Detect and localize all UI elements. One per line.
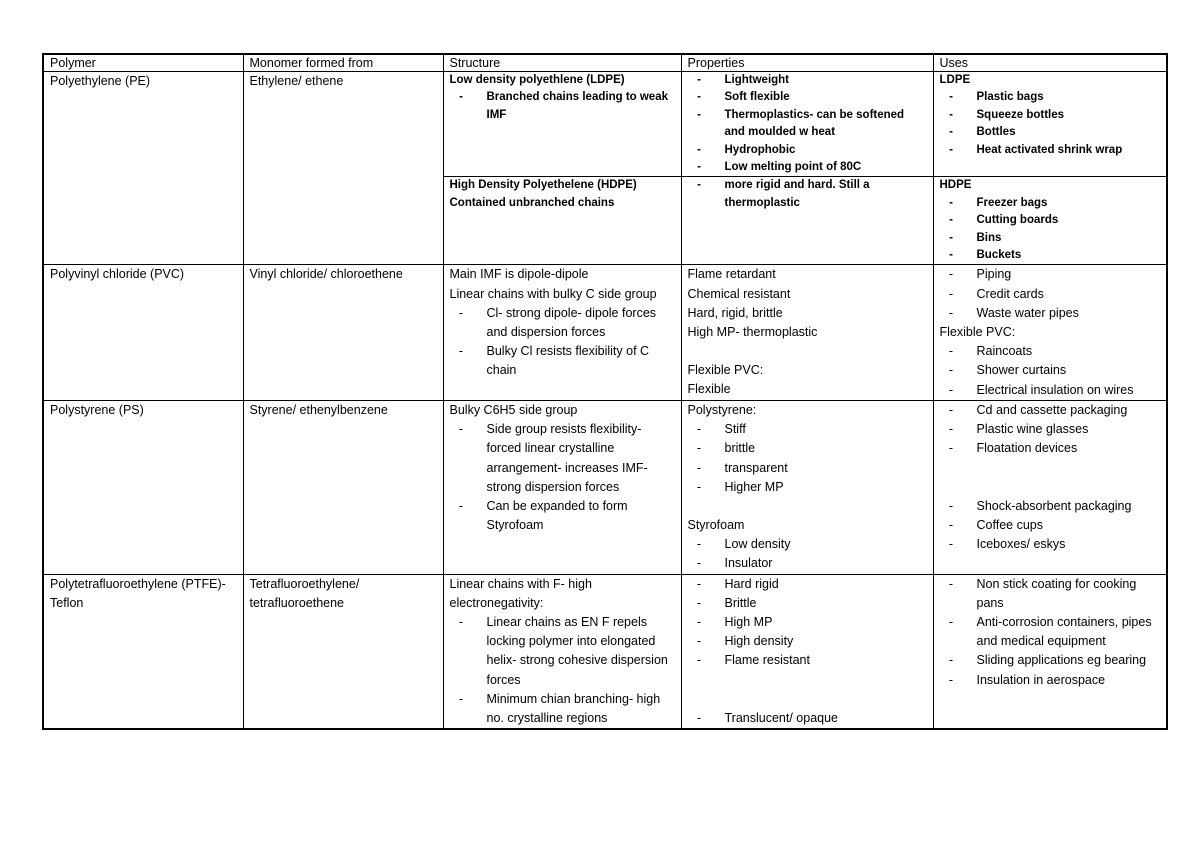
list-item — [688, 72, 928, 89]
ldpe-use: Bottles — [976, 126, 1016, 139]
bullet-dash: - — [948, 363, 954, 378]
list-item — [688, 594, 928, 613]
header-monomer: Monomer formed from — [243, 54, 443, 72]
list-item — [688, 107, 928, 142]
ps-uses-cell — [933, 400, 1167, 574]
bullet-dash: - — [948, 344, 954, 359]
list-item — [940, 575, 1162, 613]
list-item — [688, 709, 928, 728]
header-properties: Properties — [681, 54, 933, 72]
ps-styrofoam-use: Shock-absorbent packaging — [976, 498, 1132, 513]
ps-structure-item: Can be expanded to form Styrofoam — [486, 498, 628, 533]
bullet-dash: - — [948, 653, 954, 668]
list-item — [450, 497, 676, 535]
pvc-flexible-value: Flexible — [687, 382, 731, 397]
ldpe-property: Thermoplastics- can be softened and moulded w heat — [724, 108, 905, 139]
ptfe-property: High density — [724, 634, 794, 649]
list-item — [688, 177, 928, 212]
ps-styrofoam-property: Insulator — [724, 556, 773, 571]
ptfe-use: Insulation in aerospace — [976, 672, 1106, 687]
polymer-table — [42, 53, 1168, 730]
ptfe-property: Flame resistant — [724, 653, 810, 668]
ptfe-use: Anti-corrosion containers, pipes and medical equipment — [976, 614, 1152, 649]
list-item — [940, 89, 1162, 106]
bullet-dash: - — [949, 231, 953, 244]
bullet-dash: - — [948, 614, 954, 629]
ps-property: transparent — [724, 460, 788, 475]
list-item — [940, 304, 1162, 323]
bullet-dash: - — [948, 536, 954, 551]
bullet-dash: - — [949, 214, 953, 227]
spacer — [940, 459, 1162, 497]
bullet-dash: - — [696, 537, 702, 552]
header-structure: Structure — [443, 54, 681, 72]
pvc-use: Credit cards — [976, 286, 1044, 301]
pvc-structure-item: Cl- strong dipole- dipole forces and dispersion forces — [486, 305, 657, 340]
bullet-dash: - — [949, 249, 953, 262]
pe-hdpe-uses-cell — [933, 177, 1167, 265]
bullet-dash: - — [459, 91, 463, 104]
bullet-dash: - — [696, 479, 702, 494]
pe-hdpe-structure-cell — [443, 177, 681, 265]
bullet-dash: - — [458, 614, 464, 629]
list-item — [688, 632, 928, 651]
bullet-dash: - — [949, 91, 953, 104]
list-item — [688, 554, 928, 573]
bullet-dash: - — [696, 653, 702, 668]
list-item — [940, 212, 1162, 229]
ps-use: Plastic wine glasses — [976, 422, 1089, 437]
list-item — [940, 439, 1162, 458]
list-item — [940, 142, 1162, 159]
ptfe-structure-cell — [443, 574, 681, 729]
pe-ldpe-uses-cell — [933, 72, 1167, 177]
bullet-dash: - — [697, 91, 701, 104]
hdpe-use: Freezer bags — [976, 196, 1048, 209]
ldpe-property: Hydrophobic — [724, 143, 796, 156]
list-item — [450, 304, 676, 342]
list-item — [940, 381, 1162, 400]
bullet-dash: - — [696, 556, 702, 571]
pvc-use: Piping — [976, 267, 1012, 282]
ldpe-property: Low melting point of 80C — [724, 161, 862, 174]
pvc-property: High MP- thermoplastic — [687, 325, 818, 340]
list-item — [940, 420, 1162, 439]
bullet-dash: - — [697, 74, 701, 86]
bullet-dash: - — [696, 614, 702, 629]
pe-polymer-cell — [43, 72, 243, 265]
bullet-dash: - — [948, 382, 954, 397]
list-item — [688, 420, 928, 439]
list-item — [688, 439, 928, 458]
spacer — [688, 497, 928, 516]
ldpe-structure-item: Branched chains leading to weak IMF — [486, 91, 668, 121]
polymer-table-sheet — [42, 53, 1166, 730]
list-item — [688, 651, 928, 670]
bullet-dash: - — [696, 576, 702, 591]
ldpe-property: Soft flexible — [724, 91, 790, 104]
bullet-dash: - — [696, 460, 702, 475]
pvc-property: Flame retardant — [687, 267, 776, 282]
ps-polymer-cell — [43, 400, 243, 574]
pvc-flexible-use: Raincoats — [976, 344, 1033, 359]
bullet-dash: - — [696, 634, 702, 649]
bullet-dash: - — [948, 441, 954, 456]
pe-ldpe-structure-cell — [443, 72, 681, 177]
ptfe-monomer: Tetrafluoroethylene/ tetrafluoroethene — [249, 576, 360, 610]
bullet-dash: - — [458, 498, 464, 513]
bullet-dash: - — [697, 161, 701, 174]
list-item — [940, 401, 1162, 420]
list-item — [450, 420, 676, 497]
ptfe-monomer-cell — [243, 574, 443, 729]
pvc-uses-cell — [933, 265, 1167, 400]
ps-property: Stiff — [724, 422, 746, 437]
list-item — [940, 265, 1162, 284]
ps-use: Cd and cassette packaging — [976, 402, 1128, 417]
pvc-structure-line: Linear chains with bulky C side group — [449, 286, 657, 301]
bullet-dash: - — [948, 576, 954, 591]
ptfe-uses-cell — [933, 574, 1167, 729]
bullet-dash: - — [948, 305, 954, 320]
pvc-polymer-cell — [43, 265, 243, 400]
pe-monomer-cell — [243, 72, 443, 265]
ps-properties-cell — [681, 400, 933, 574]
header-polymer: Polymer — [43, 54, 243, 72]
ptfe-property: Hard rigid — [724, 576, 779, 591]
table-row-pvc — [43, 265, 1167, 400]
ptfe-property-extra: Translucent/ opaque — [724, 710, 839, 725]
table-row-pe-ldpe — [43, 72, 1167, 177]
ldpe-property: Lightweight — [724, 74, 790, 86]
bullet-dash: - — [458, 422, 464, 437]
hdpe-use: Bins — [976, 231, 1002, 244]
ps-styrofoam-title: Styrofoam — [687, 517, 745, 532]
list-item — [940, 516, 1162, 535]
bullet-dash: - — [696, 595, 702, 610]
pvc-polymer: Polyvinyl chloride (PVC) — [50, 267, 185, 282]
bullet-dash: - — [696, 441, 702, 456]
pvc-uses-flexible-title: Flexible PVC: — [939, 325, 1016, 340]
ptfe-use: Sliding applications eg bearing — [976, 653, 1147, 668]
pvc-properties-cell — [681, 265, 933, 400]
ps-properties-title: Polystyrene: — [687, 402, 757, 417]
bullet-dash: - — [948, 402, 954, 417]
ps-structure-cell — [443, 400, 681, 574]
pvc-monomer: Vinyl chloride/ chloroethene — [249, 267, 403, 282]
list-item — [450, 342, 676, 380]
pvc-monomer-cell — [243, 265, 443, 400]
hdpe-structure-title: High Density Polyethelene (HDPE) — [449, 179, 637, 192]
ps-property: brittle — [724, 441, 756, 456]
list-item — [450, 613, 676, 690]
list-item — [940, 651, 1162, 670]
pvc-property: Hard, rigid, brittle — [687, 305, 783, 320]
list-item — [940, 285, 1162, 304]
spacer — [688, 342, 928, 361]
ptfe-structure-item: Linear chains as EN F repels locking polymer into elongated helix- strong cohesive dispersion forces — [486, 614, 668, 687]
list-item — [940, 671, 1162, 690]
bullet-dash: - — [697, 108, 701, 121]
ps-styrofoam-use: Iceboxes/ eskys — [976, 536, 1066, 551]
list-item — [940, 195, 1162, 212]
ps-polymer: Polystyrene (PS) — [50, 402, 144, 417]
hdpe-use: Cutting boards — [976, 214, 1059, 227]
pvc-structure-line: Main IMF is dipole-dipole — [449, 267, 589, 282]
ldpe-use: Heat activated shrink wrap — [976, 143, 1123, 156]
bullet-dash: - — [949, 126, 953, 139]
pe-ldpe-properties-cell — [681, 72, 933, 177]
table-row-ptfe — [43, 574, 1167, 729]
header-row — [43, 54, 1167, 72]
list-item — [688, 142, 928, 159]
bullet-dash: - — [458, 305, 464, 320]
bullet-dash: - — [458, 691, 464, 706]
ptfe-property: High MP — [724, 614, 773, 629]
ldpe-use: Plastic bags — [976, 91, 1044, 104]
pe-monomer: Ethylene/ ethene — [249, 74, 344, 88]
list-item — [940, 497, 1162, 516]
pvc-structure-cell — [443, 265, 681, 400]
list-item — [688, 535, 928, 554]
pvc-flexible-use: Electrical insulation on wires — [976, 382, 1134, 397]
pvc-use: Waste water pipes — [976, 305, 1079, 320]
pvc-structure-item: Bulky Cl resists flexibility of C chain — [486, 344, 650, 378]
bullet-dash: - — [697, 179, 701, 192]
bullet-dash: - — [948, 498, 954, 513]
pvc-property: Chemical resistant — [687, 286, 791, 301]
bullet-dash: - — [949, 108, 953, 121]
ptfe-property: Brittle — [724, 595, 757, 610]
ps-styrofoam-property: Low density — [724, 537, 791, 552]
list-item — [688, 459, 928, 478]
list-item — [688, 613, 928, 632]
bullet-dash: - — [948, 517, 954, 532]
pe-hdpe-properties-cell — [681, 177, 933, 265]
list-item — [940, 342, 1162, 361]
pvc-flexible-title: Flexible PVC: — [687, 363, 764, 378]
bullet-dash: - — [697, 143, 701, 156]
list-item — [940, 107, 1162, 124]
ps-structure-line: Bulky C6H5 side group — [449, 402, 578, 417]
ptfe-use: Non stick coating for cooking pans — [976, 576, 1137, 610]
list-item — [450, 690, 676, 728]
list-item — [940, 124, 1162, 141]
list-item — [940, 230, 1162, 247]
ps-styrofoam-use: Coffee cups — [976, 517, 1043, 532]
ldpe-structure-title: Low density polyethlene (LDPE) — [449, 74, 625, 86]
list-item — [688, 478, 928, 497]
ps-use: Floatation devices — [976, 441, 1078, 456]
ptfe-structure-line: Linear chains with F- high electronegativity: — [449, 576, 592, 610]
bullet-dash: - — [949, 143, 953, 156]
hdpe-use: Buckets — [976, 249, 1022, 262]
list-item — [940, 535, 1162, 554]
bullet-dash: - — [948, 422, 954, 437]
pe-polymer: Polyethylene (PE) — [50, 74, 151, 88]
ptfe-properties-cell — [681, 574, 933, 729]
ps-structure-item: Side group resists flexibility- forced linear crystalline arrangement- increases IMF- strong dispersion forces — [486, 422, 648, 494]
list-item — [688, 159, 928, 176]
bullet-dash: - — [948, 286, 954, 301]
ldpe-uses-title: LDPE — [939, 74, 971, 86]
list-item — [940, 613, 1162, 651]
ps-monomer: Styrene/ ethenylbenzene — [249, 402, 388, 417]
list-item — [688, 575, 928, 594]
ps-monomer-cell — [243, 400, 443, 574]
bullet-dash: - — [458, 344, 464, 359]
list-item — [688, 89, 928, 106]
list-item — [940, 361, 1162, 380]
bullet-dash: - — [696, 710, 702, 725]
bullet-dash: - — [949, 196, 953, 209]
header-uses: Uses — [933, 54, 1167, 72]
hdpe-uses-title: HDPE — [939, 179, 972, 192]
spacer — [688, 671, 928, 709]
pvc-flexible-use: Shower curtains — [976, 363, 1067, 378]
ps-property: Higher MP — [724, 479, 784, 494]
ptfe-polymer: Polytetrafluoroethylene (PTFE)- Teflon — [50, 576, 226, 610]
bullet-dash: - — [948, 672, 954, 687]
table-row-ps — [43, 400, 1167, 574]
ptfe-polymer-cell — [43, 574, 243, 729]
list-item — [940, 247, 1162, 264]
hdpe-structure-text: Contained unbranched chains — [449, 196, 615, 209]
hdpe-property: more rigid and hard. Still a thermoplastic — [724, 179, 870, 209]
ptfe-structure-item: Minimum chian branching- high no. crystalline regions — [486, 691, 661, 725]
ldpe-use: Squeeze bottles — [976, 108, 1065, 121]
bullet-dash: - — [948, 267, 954, 282]
list-item — [450, 89, 676, 124]
bullet-dash: - — [696, 422, 702, 437]
